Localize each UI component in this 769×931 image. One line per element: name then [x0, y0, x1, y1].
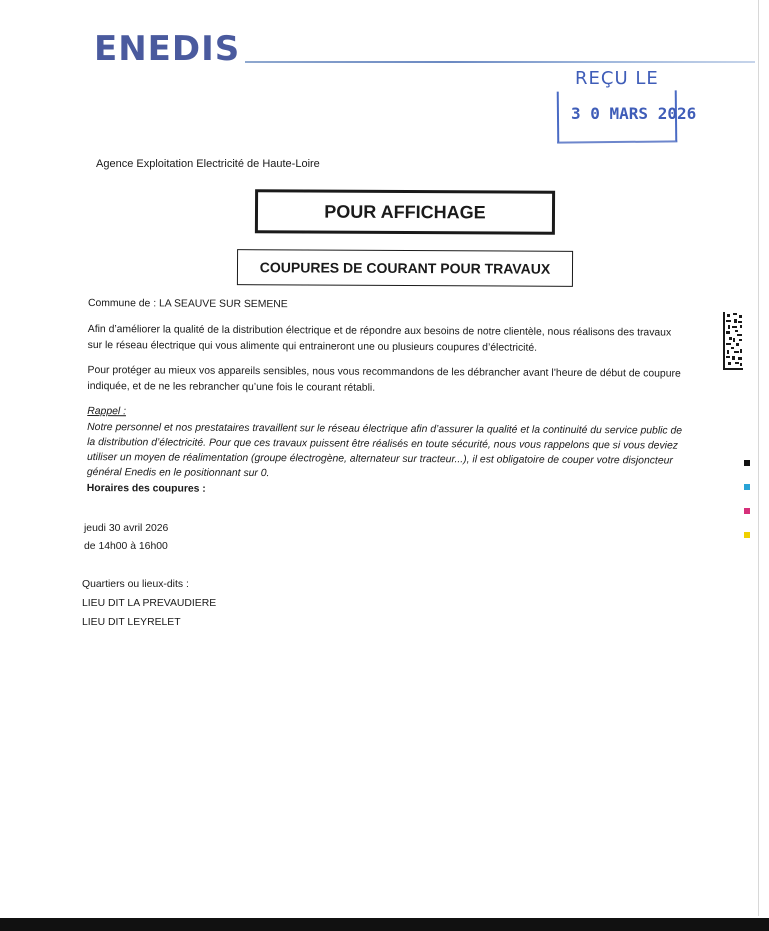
notice-body [87, 296, 688, 501]
commune-line: Commune de : LA SEAUVE SUR SEMENE [87, 297, 288, 311]
outage-date: jeudi 30 avril 2026 [84, 523, 169, 534]
place-item: LIEU DIT LEYRELET [82, 617, 181, 628]
rappel-label: Rappel : [87, 405, 127, 418]
rappel-text: Notre personnel et nos prestataires travaillent sur le réseau électrique afin d’assurer la qualité et la continuité du service public de la distribution d’électricité. Pour que ces travaux puissent être réalisés en toute sécurité, nous vous rappelons que si vous deviez utiliser un moyen de réalimentation (groupe électrogène, alternateur sur tracteur...), il est obligatoire de couper votre disjoncteur général Enedis en le positionnant sur 0. [86, 421, 683, 480]
header-rule [245, 61, 755, 63]
intro-paragraph: Afin d’améliorer la qualité de la distribution électrique et de répondre aux besoins de notre clientèle, nous réalisons des travaux sur le réseau électrique qui vous alimente qui entraineront une ou plusieurs coupures d’électricité. [87, 323, 672, 354]
places-block [82, 575, 216, 632]
datamatrix-code [723, 312, 743, 370]
place-item: LIEU DIT LA PREVAUDIERE [82, 598, 217, 609]
received-stamp-date: 3 0 MARS 2026 [571, 104, 697, 123]
enedis-logo: ENEDIS [94, 29, 241, 69]
schedule-heading: Horaires des coupures : [86, 482, 206, 495]
print-mark-yellow [744, 532, 750, 538]
notice-subtitle [237, 249, 573, 287]
notice-title-text: POUR AFFICHAGE [324, 201, 486, 222]
notice-subtitle-text: COUPURES DE COURANT POUR TRAVAUX [259, 259, 551, 277]
print-mark-black [744, 460, 750, 466]
schedule-block [84, 520, 168, 556]
scan-bottom-border [0, 918, 769, 931]
agency-name: Agence Exploitation Electricité de Haute-Loire [96, 158, 320, 170]
notice-title [255, 189, 555, 235]
print-registration-marks [744, 460, 752, 556]
print-mark-cyan [744, 484, 750, 490]
places-heading: Quartiers ou lieux-dits : [82, 579, 189, 590]
page-edge [758, 0, 759, 916]
advice-paragraph: Pour protéger au mieux vos appareils sensibles, nous vous recommandons de les débrancher avant l’heure de début de coupure indiquée, et de ne les rebrancher qu’une fois le courant rétabli. [87, 364, 681, 394]
received-stamp-label: REÇU LE [575, 68, 659, 89]
outage-time: de 14h00 à 16h00 [84, 541, 168, 552]
print-mark-magenta [744, 508, 750, 514]
